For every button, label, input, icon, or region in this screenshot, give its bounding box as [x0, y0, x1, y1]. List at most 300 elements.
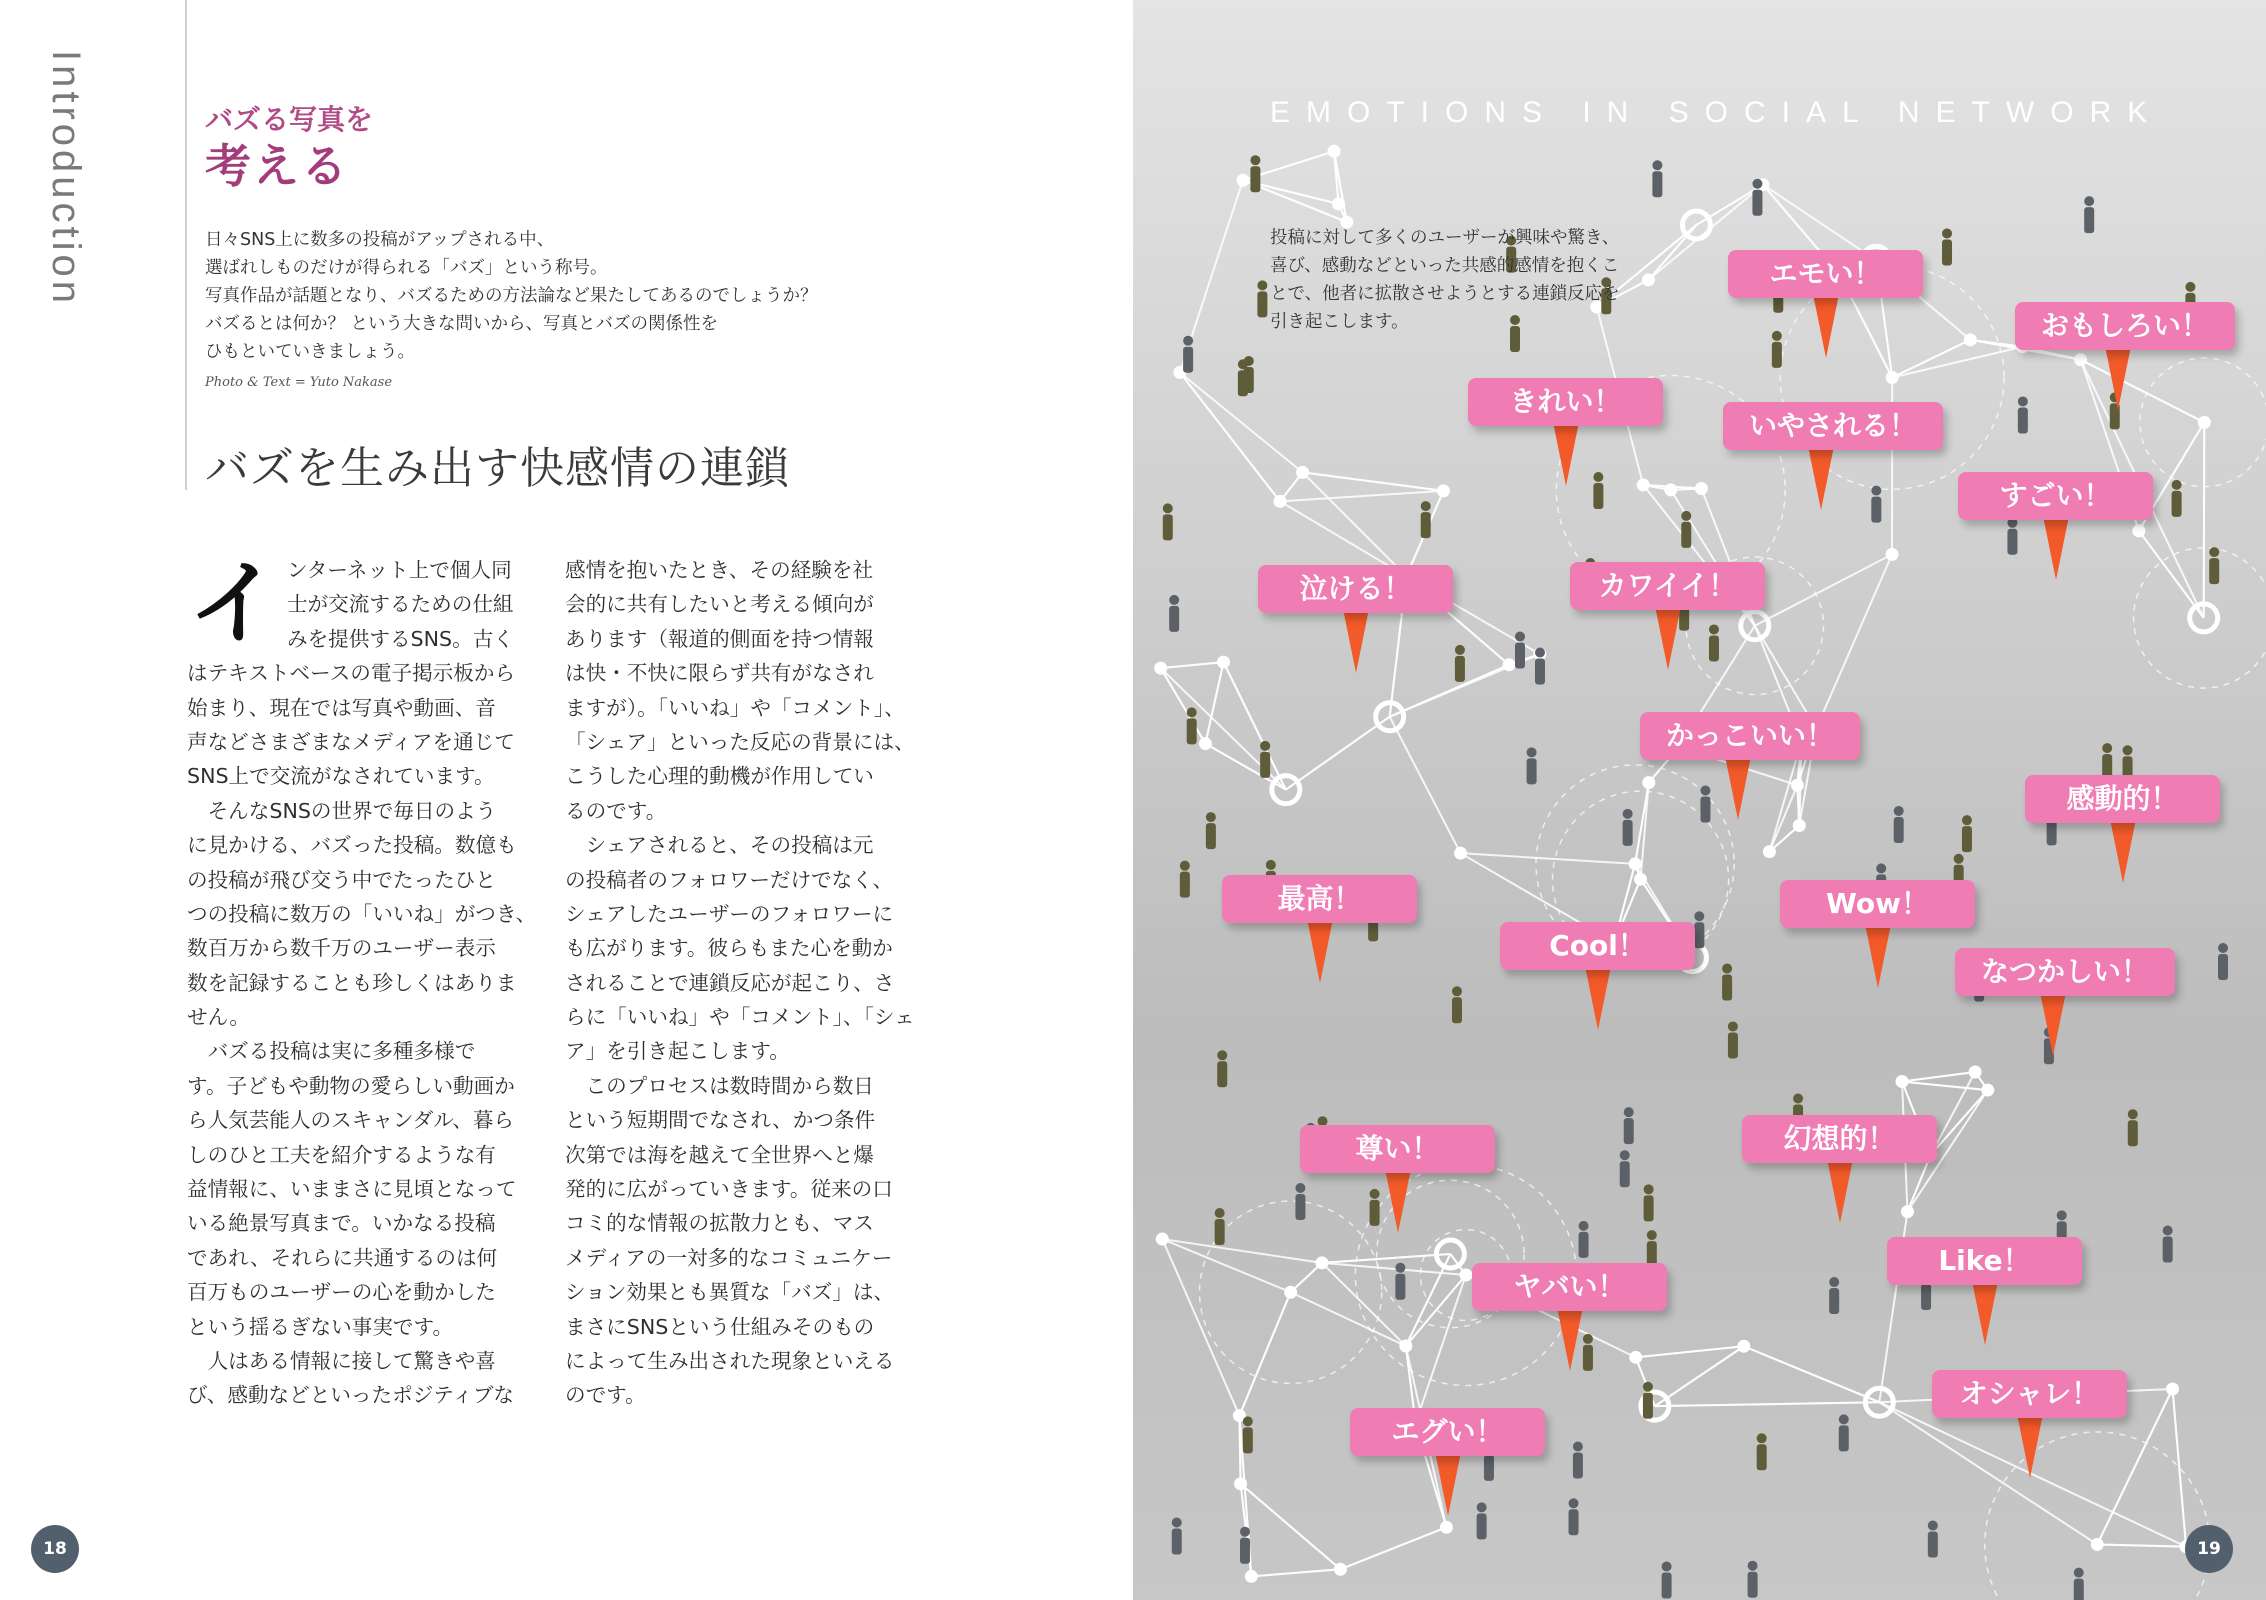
- body-line: び、感動などといったポジティブな: [187, 1383, 515, 1408]
- person-figure-icon: [1266, 860, 1276, 870]
- network-link: [1322, 1263, 1406, 1346]
- body-line: ア」を引き起こします。: [565, 1039, 790, 1064]
- network-node: [1437, 485, 1449, 497]
- body-line: ション効果とも異質な「バズ」は、: [565, 1280, 895, 1305]
- network-link: [1641, 783, 1649, 880]
- person-figure-icon: [1569, 1509, 1579, 1535]
- person-figure-icon: [1484, 1455, 1494, 1481]
- person-figure-icon: [1455, 645, 1465, 655]
- network-node: [1896, 1076, 1908, 1088]
- vertical-rule: [185, 0, 187, 490]
- kicker-line-2: 考える: [205, 139, 349, 193]
- person-figure-icon: [2074, 1579, 2084, 1600]
- right-page: [1133, 0, 2266, 1600]
- body-line: このプロセスは数時間から数日: [565, 1073, 874, 1098]
- network-link: [1322, 1254, 1450, 1263]
- person-figure-icon: [1515, 632, 1525, 642]
- person-figure-icon: [1748, 1561, 1758, 1571]
- network-node: [1400, 1340, 1412, 1352]
- network-link: [1303, 472, 1444, 490]
- bubble-pointer-icon: [1343, 609, 1369, 673]
- bubble-pointer-icon: [2105, 346, 2131, 410]
- network-link: [1280, 491, 1443, 501]
- bubble-pointer-icon: [1655, 606, 1681, 670]
- emotion-bubble: いやされる！: [1723, 402, 1943, 450]
- network-link: [1205, 662, 1223, 744]
- person-figure-icon: [2128, 1109, 2138, 1119]
- body-line: シェアされると、その投稿は元: [565, 833, 874, 858]
- emotion-bubble: 最高！: [1222, 875, 1417, 923]
- person-figure-icon: [1421, 512, 1431, 538]
- person-figure-icon: [1206, 823, 1216, 849]
- body-line: ンターネット上で個人同: [287, 558, 512, 582]
- kicker-line-1: バズる写真を: [205, 103, 374, 136]
- person-figure-icon: [1694, 922, 1704, 948]
- person-figure-icon: [2163, 1236, 2173, 1262]
- lead-line: 日々SNS上に数多の投稿がアップされる中、: [205, 230, 555, 250]
- network-link: [1224, 662, 1286, 790]
- person-figure-icon: [1180, 861, 1190, 871]
- person-figure-icon: [1169, 595, 1179, 605]
- network-link: [1769, 785, 1797, 851]
- network-node: [1333, 198, 1345, 210]
- bubble-pointer-icon: [1557, 1307, 1583, 1371]
- network-node: [1791, 779, 1803, 791]
- person-figure-icon: [1722, 964, 1732, 974]
- vertical-title: Introduction: [44, 50, 88, 308]
- body-line: は快・不快に限らず共有がなされ: [565, 661, 874, 686]
- person-figure-icon: [1709, 624, 1719, 634]
- body-line: らに「いいね」や「コメント」、「シェ: [565, 1005, 915, 1030]
- person-figure-icon: [1662, 1572, 1672, 1598]
- network-node: [1969, 1066, 1981, 1078]
- person-figure-icon: [1172, 1517, 1182, 1527]
- person-figure-icon: [1681, 522, 1691, 548]
- network-node: [1156, 1233, 1168, 1245]
- person-figure-icon: [1455, 656, 1465, 682]
- body-line: の投稿者のフォロワーだけでなく、: [565, 867, 894, 892]
- person-figure-icon: [2018, 396, 2028, 406]
- person-figure-icon: [1573, 1441, 1583, 1451]
- section-heading: バズを生み出す快感情の連鎖: [205, 443, 790, 494]
- bubble-pointer-icon: [1808, 446, 1834, 510]
- bubble-pointer-icon: [2040, 992, 2066, 1056]
- emotion-bubble: 尊い！: [1300, 1125, 1495, 1173]
- network-node: [1316, 1257, 1328, 1269]
- bubble-pointer-icon: [1972, 1281, 1998, 1345]
- bubble-pointer-icon: [2043, 516, 2069, 580]
- person-figure-icon: [1183, 336, 1193, 346]
- emotion-bubble: かっこいい！: [1640, 712, 1860, 760]
- page-number-right: 19: [2185, 1525, 2233, 1573]
- bubble-pointer-icon: [2110, 819, 2136, 883]
- network-link: [1461, 853, 1636, 864]
- person-figure-icon: [1187, 718, 1197, 744]
- network-node: [2133, 525, 2145, 537]
- person-figure-icon: [1535, 647, 1545, 657]
- person-figure-icon: [1215, 1219, 1225, 1245]
- person-figure-icon: [1871, 486, 1881, 496]
- person-figure-icon: [1569, 1498, 1579, 1508]
- body-line: 数を記録することも珍しくはありま: [187, 970, 517, 995]
- person-figure-icon: [2102, 743, 2112, 753]
- person-figure-icon: [1238, 370, 1248, 396]
- network-node: [1637, 479, 1649, 491]
- person-figure-icon: [1257, 280, 1267, 290]
- network-link: [1879, 1402, 2097, 1544]
- network-node: [1738, 1340, 1750, 1352]
- right-lead-line: 投稿に対して多くのユーザーが興味や驚き、: [1270, 228, 1620, 248]
- network-link: [2204, 422, 2205, 618]
- network-node: [1643, 777, 1655, 789]
- person-figure-icon: [1452, 997, 1462, 1023]
- network-node: [1503, 659, 1515, 671]
- person-figure-icon: [1527, 758, 1537, 784]
- person-figure-icon: [1206, 812, 1216, 822]
- body-line: みを提供するSNS。古く: [287, 626, 514, 651]
- person-figure-icon: [1250, 166, 1260, 192]
- body-line: はテキストベースの電子掲示板から: [187, 661, 516, 686]
- person-figure-icon: [1395, 1263, 1405, 1273]
- emotion-bubble: ヤバい！: [1472, 1263, 1667, 1311]
- network-node: [1635, 873, 1647, 885]
- person-figure-icon: [1876, 863, 1886, 873]
- person-figure-icon: [2163, 1225, 2173, 1235]
- emotion-bubble: エグい！: [1350, 1408, 1545, 1456]
- person-figure-icon: [1652, 160, 1662, 170]
- body-line: まさにSNSという仕組みそのもの: [565, 1314, 875, 1339]
- network-node: [1199, 738, 1211, 750]
- network-ring: [2134, 548, 2266, 688]
- body-line: ますが）。「いいね」や「コメント」、: [565, 695, 905, 720]
- person-figure-icon: [1942, 239, 1952, 265]
- body-line: 次第では海を越えて全世界へと爆: [565, 1142, 874, 1167]
- person-figure-icon: [1515, 643, 1525, 669]
- person-figure-icon: [1662, 1561, 1672, 1571]
- person-figure-icon: [1579, 1232, 1589, 1258]
- network-link: [1763, 185, 1876, 261]
- person-figure-icon: [2084, 207, 2094, 233]
- emotion-bubble: すごい！: [1958, 472, 2153, 520]
- emotion-bubble: Cool！: [1500, 922, 1695, 970]
- person-figure-icon: [1260, 752, 1270, 778]
- bubble-pointer-icon: [1435, 1452, 1461, 1516]
- network-link: [1239, 1292, 1290, 1415]
- person-figure-icon: [1839, 1414, 1849, 1424]
- emotion-bubble: カワイイ！: [1570, 562, 1765, 610]
- right-lead-line: 喜び、感動などといった共感的感情を抱くこ: [1270, 256, 1620, 276]
- right-lead-paragraph: [1270, 224, 1690, 336]
- lead-line: 写真作品が話題となり、バズるための方法論など果たしてあるのでしょうか？: [205, 286, 818, 306]
- person-figure-icon: [1928, 1521, 1938, 1531]
- person-figure-icon: [1728, 1021, 1738, 1031]
- emotion-bubble: おもしろい！: [2015, 302, 2235, 350]
- person-figure-icon: [1163, 503, 1173, 513]
- person-figure-icon: [1962, 815, 1972, 825]
- person-figure-icon: [1217, 1061, 1227, 1087]
- network-node: [1455, 847, 1467, 859]
- person-figure-icon: [1238, 359, 1248, 369]
- network-node: [1440, 1521, 1452, 1533]
- person-figure-icon: [2172, 480, 2182, 490]
- bubble-pointer-icon: [1725, 756, 1751, 820]
- network-link: [1251, 1569, 1340, 1576]
- right-lead-line: とで、他者に拡散させようとする連鎖反応を: [1270, 284, 1620, 304]
- network-link: [1902, 1082, 1988, 1091]
- network-link: [1180, 372, 1280, 501]
- network-node: [1328, 145, 1340, 157]
- person-figure-icon: [1894, 817, 1904, 843]
- body-line: のです。: [565, 1383, 646, 1408]
- network-node: [1665, 484, 1677, 496]
- body-line: いる絶景写真まで。いかなる投稿: [187, 1211, 496, 1236]
- person-figure-icon: [1871, 497, 1881, 523]
- person-figure-icon: [1477, 1513, 1487, 1539]
- lead-line: 選ばれしものだけが得られる「バズ」という称号。: [205, 258, 608, 278]
- person-figure-icon: [1757, 1444, 1767, 1470]
- person-figure-icon: [1652, 171, 1662, 197]
- bubble-pointer-icon: [1827, 1159, 1853, 1223]
- person-figure-icon: [1163, 514, 1173, 540]
- person-figure-icon: [1700, 796, 1710, 822]
- network-link: [1291, 1292, 1406, 1346]
- body-column-2: [565, 553, 915, 1413]
- body-line: しのひと工夫を紹介するような有: [187, 1142, 496, 1167]
- network-link: [2097, 1544, 2186, 1546]
- body-line: に見かける、バズった投稿。数億も: [187, 833, 517, 858]
- person-figure-icon: [2172, 491, 2182, 517]
- body-line: 士が交流するための仕組: [287, 592, 514, 617]
- person-figure-icon: [1421, 501, 1431, 511]
- person-figure-icon: [2057, 1210, 2067, 1220]
- network-link: [1816, 554, 1892, 728]
- person-figure-icon: [1624, 1118, 1634, 1144]
- person-figure-icon: [1954, 854, 1964, 864]
- body-line: 益情報に、いままさに見頃となって: [187, 1177, 517, 1202]
- body-line: す。子どもや動物の愛らしい動画か: [187, 1073, 515, 1098]
- bubble-pointer-icon: [1307, 919, 1333, 983]
- network-link: [1340, 1527, 1446, 1569]
- person-figure-icon: [1839, 1425, 1849, 1451]
- bubble-pointer-icon: [1865, 924, 1891, 988]
- person-figure-icon: [1757, 1433, 1767, 1443]
- person-figure-icon: [1180, 872, 1190, 898]
- person-figure-icon: [1793, 1094, 1803, 1104]
- network-link: [1334, 151, 1347, 222]
- person-figure-icon: [2074, 1568, 2084, 1578]
- body-line: によって生み出された現象といえる: [565, 1348, 895, 1373]
- person-figure-icon: [2007, 529, 2017, 555]
- emotion-bubble: 幻想的！: [1742, 1115, 1937, 1163]
- person-figure-icon: [1240, 1527, 1250, 1537]
- body-line: コミ的な情報の拡散力とも、マス: [565, 1211, 874, 1236]
- person-figure-icon: [1217, 1050, 1227, 1060]
- network-link: [1286, 717, 1390, 790]
- person-figure-icon: [1477, 1502, 1487, 1512]
- person-figure-icon: [1452, 986, 1462, 996]
- person-figure-icon: [1643, 1393, 1653, 1419]
- network-node: [1237, 174, 1249, 186]
- body-line: 感情を抱いたとき、その経験を社: [565, 558, 874, 582]
- page-number-left: 18: [31, 1525, 79, 1573]
- person-figure-icon: [1644, 1184, 1654, 1194]
- person-figure-icon: [1752, 179, 1762, 189]
- person-figure-icon: [1250, 155, 1260, 165]
- network-node: [2075, 354, 2087, 366]
- network-node: [1285, 1286, 1297, 1298]
- person-figure-icon: [1583, 1345, 1593, 1371]
- body-line: るのです。: [565, 798, 667, 823]
- person-figure-icon: [1583, 1334, 1593, 1344]
- body-line: せん。: [187, 1005, 251, 1030]
- body-line: 百万ものユーザーの心を動かした: [187, 1280, 496, 1305]
- person-figure-icon: [2018, 407, 2028, 433]
- network-link: [1892, 340, 1970, 378]
- bubble-pointer-icon: [1585, 966, 1611, 1030]
- person-figure-icon: [1644, 1195, 1654, 1221]
- network-link: [2173, 1389, 2186, 1547]
- network-node: [2198, 416, 2210, 428]
- person-figure-icon: [1169, 606, 1179, 632]
- lead-paragraph: [205, 226, 855, 366]
- person-figure-icon: [1829, 1288, 1839, 1314]
- network-node: [1695, 483, 1707, 495]
- person-figure-icon: [2128, 1120, 2138, 1146]
- bubble-pointer-icon: [1553, 422, 1579, 486]
- network-node: [1886, 548, 1898, 560]
- person-figure-icon: [1709, 635, 1719, 661]
- person-figure-icon: [2209, 558, 2219, 584]
- network-node: [1901, 1206, 1913, 1218]
- person-figure-icon: [1694, 911, 1704, 921]
- emotion-bubble: なつかしい！: [1955, 948, 2175, 996]
- body-line: という短期間でなされ、かつ条件: [565, 1108, 876, 1133]
- body-line: バズる投稿は実に多種多様で: [187, 1039, 476, 1064]
- body-line: 会的に共有したいと考える傾向が: [565, 592, 874, 617]
- person-figure-icon: [2209, 547, 2219, 557]
- emotion-bubble: Wow！: [1780, 880, 1975, 928]
- person-figure-icon: [1527, 747, 1537, 757]
- body-column-1: [187, 550, 537, 1413]
- emotion-bubble: オシャレ！: [1932, 1370, 2127, 1418]
- network-node: [1274, 495, 1286, 507]
- network-node: [1297, 466, 1309, 478]
- person-figure-icon: [1172, 1528, 1182, 1554]
- person-figure-icon: [2047, 819, 2057, 845]
- network-node: [1982, 1084, 1994, 1096]
- bubble-pointer-icon: [1813, 294, 1839, 358]
- emotion-bubble: きれい！: [1468, 378, 1663, 426]
- person-figure-icon: [1921, 1284, 1931, 1310]
- right-lead-line: 引き起こします。: [1270, 312, 1409, 332]
- network-link: [1416, 1275, 1466, 1423]
- body-line: そんなSNSの世界で毎日のよう: [187, 798, 497, 823]
- network-link: [1241, 1484, 1341, 1569]
- person-figure-icon: [1187, 707, 1197, 717]
- body-line: 声などさまざまなメディアを通じて: [187, 729, 515, 754]
- person-figure-icon: [1643, 1382, 1653, 1392]
- person-figure-icon: [2084, 196, 2094, 206]
- body-line: 数百万から数千万のユーザー表示: [187, 936, 496, 961]
- network-node: [1630, 1351, 1642, 1363]
- body-line: こうした心理的動機が作用してい: [565, 764, 874, 789]
- person-figure-icon: [1593, 472, 1603, 482]
- person-figure-icon: [1728, 1032, 1738, 1058]
- eyebrow-title: EMOTIONS IN SOCIAL NETWORK: [1270, 96, 2164, 129]
- person-figure-icon: [1772, 331, 1782, 341]
- person-figure-icon: [1593, 483, 1603, 509]
- body-line: シェアしたユーザーのフォロワーに: [565, 901, 894, 926]
- person-figure-icon: [1624, 1107, 1634, 1117]
- person-figure-icon: [1829, 1277, 1839, 1287]
- bubble-pointer-icon: [1385, 1169, 1411, 1233]
- person-figure-icon: [1623, 809, 1633, 819]
- person-figure-icon: [1620, 1161, 1630, 1187]
- photo-credit: Photo & Text = Yuto Nakase: [205, 375, 393, 390]
- network-link: [1161, 662, 1224, 668]
- network-link: [1390, 717, 1461, 853]
- person-figure-icon: [1748, 1572, 1758, 1598]
- person-figure-icon: [1370, 1189, 1380, 1199]
- body-line: 始まり、現在では写真や動画、音: [187, 695, 496, 720]
- lead-line: ひもといていきましょう。: [205, 342, 415, 362]
- network-node: [1245, 1570, 1257, 1582]
- body-line: SNS上で交流がなされています。: [187, 764, 495, 789]
- person-figure-icon: [1257, 291, 1267, 317]
- body-line: という揺るぎない事実です。: [187, 1314, 454, 1339]
- person-figure-icon: [2123, 745, 2133, 755]
- network-node: [1793, 819, 1805, 831]
- person-figure-icon: [1243, 1427, 1253, 1453]
- body-line: つの投稿に数万の「いいね」がつき、: [187, 901, 537, 926]
- body-line: 人はある情報に接して驚きや喜: [187, 1348, 496, 1373]
- person-figure-icon: [2218, 943, 2228, 953]
- person-figure-icon: [1215, 1208, 1225, 1218]
- network-node: [1964, 334, 1976, 346]
- person-figure-icon: [1260, 741, 1270, 751]
- person-figure-icon: [1647, 1230, 1657, 1240]
- network-node: [1763, 846, 1775, 858]
- network-link: [1162, 1239, 1322, 1263]
- emotion-bubble: 感動的！: [2025, 775, 2220, 823]
- person-figure-icon: [1370, 1200, 1380, 1226]
- person-figure-icon: [1752, 190, 1762, 216]
- person-figure-icon: [1700, 785, 1710, 795]
- person-figure-icon: [1623, 820, 1633, 846]
- body-line: ら人気芸能人のスキャンダル、暮ら: [187, 1108, 515, 1133]
- person-figure-icon: [2185, 282, 2195, 292]
- body-line: も広がります。彼らもまた心を動か: [565, 936, 893, 961]
- person-figure-icon: [1395, 1274, 1405, 1300]
- emotion-bubble: Like！: [1887, 1237, 2082, 1285]
- lead-line: バズるとは何か？ という大きな問いから、写真とバズの関係性を: [205, 314, 719, 334]
- network-node: [2167, 1383, 2179, 1395]
- person-figure-icon: [1928, 1532, 1938, 1558]
- body-line: の投稿が飛び交う中でたったひと: [187, 867, 496, 892]
- network-link: [1655, 1402, 1879, 1406]
- person-figure-icon: [1894, 806, 1904, 816]
- network-node: [1334, 1563, 1346, 1575]
- body-line: されることで連鎖反応が起こり、さ: [565, 970, 895, 995]
- person-figure-icon: [1183, 347, 1193, 373]
- body-line: 「シェア」といった反応の背景には、: [565, 729, 915, 754]
- person-figure-icon: [1573, 1452, 1583, 1478]
- network-node: [1886, 371, 1898, 383]
- network-link: [1902, 1072, 1975, 1082]
- person-figure-icon: [1243, 1416, 1253, 1426]
- network-node: [1460, 1269, 1472, 1281]
- network-node: [2091, 1538, 2103, 1550]
